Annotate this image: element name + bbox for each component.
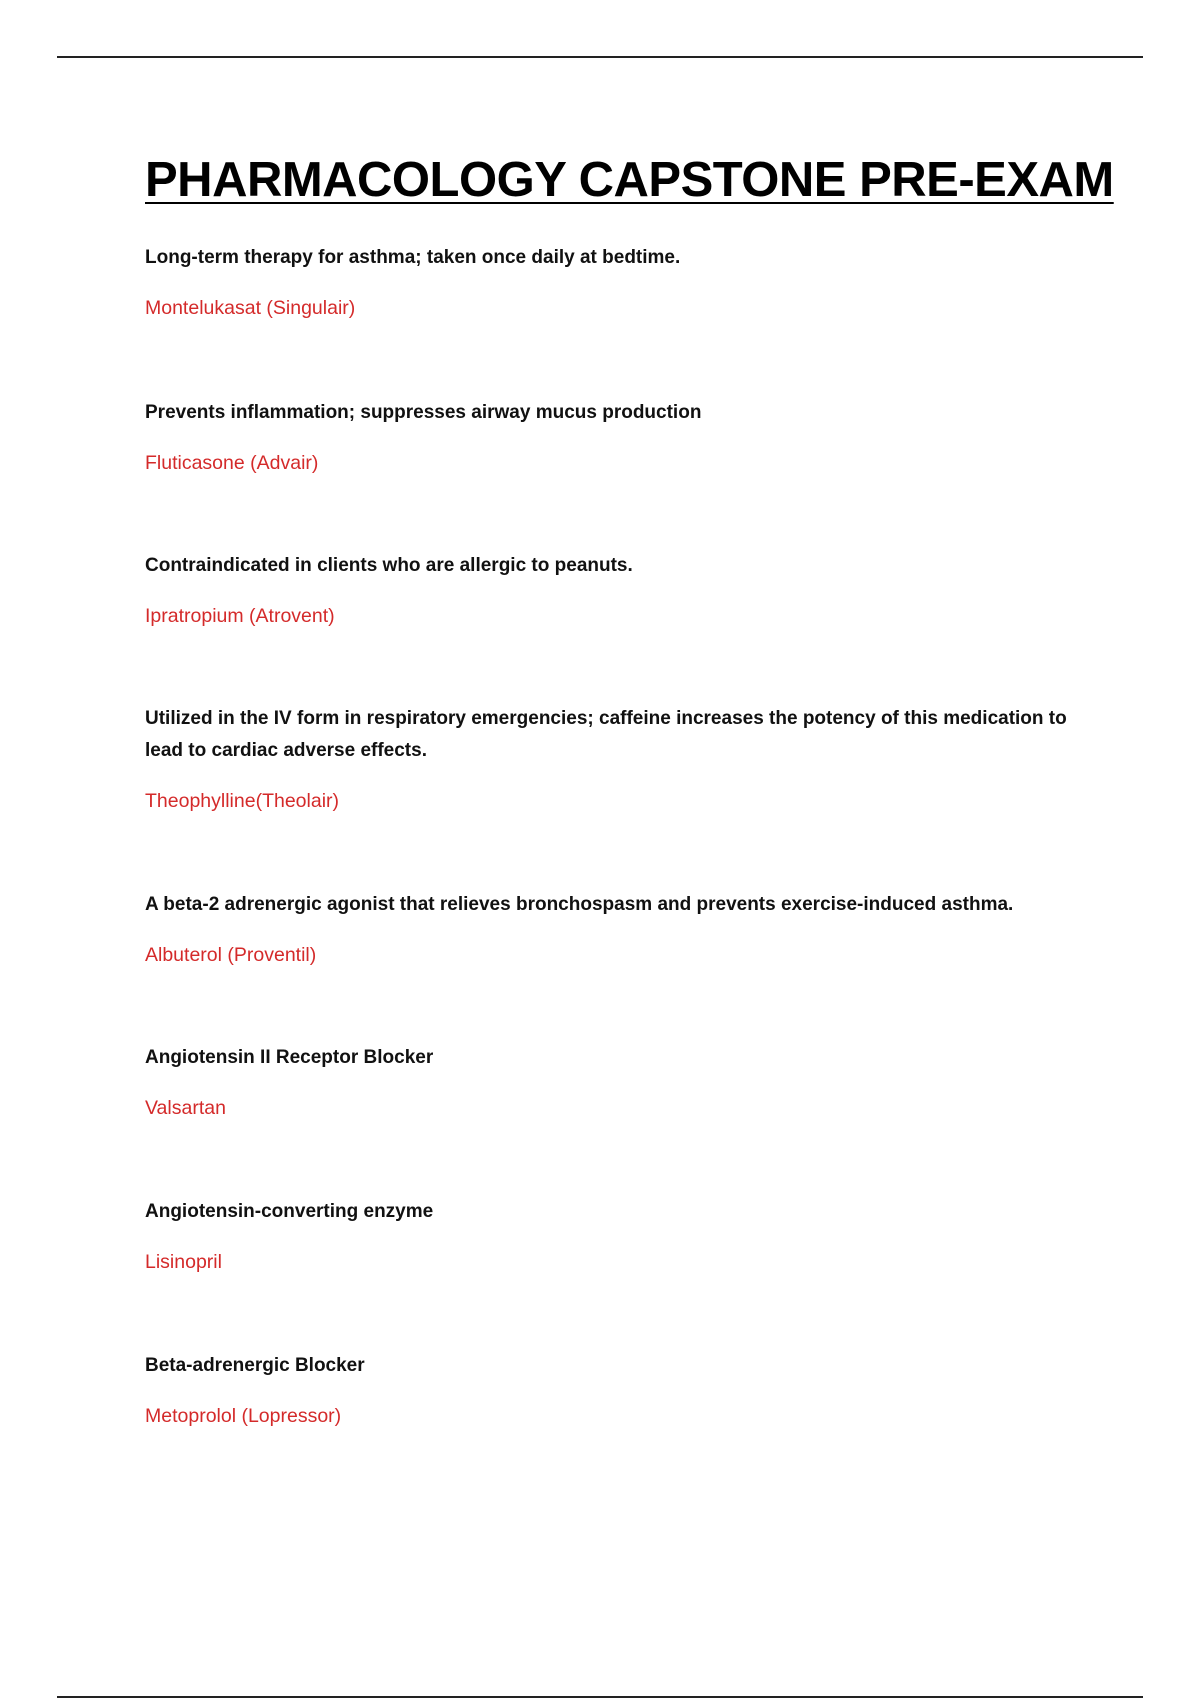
page-title: PHARMACOLOGY CAPSTONE PRE-EXAM [145, 153, 1114, 207]
question-text: Angiotensin-converting enzyme [145, 1201, 434, 1222]
question-text: Beta-adrenergic Blocker [145, 1355, 365, 1376]
qa-item-6 [145, 1042, 1095, 1124]
qa-item-7 [145, 1196, 1095, 1278]
qa-item-1 [145, 242, 1095, 324]
answer-text: Theophylline(Theolair) [145, 790, 340, 812]
qa-item-4 [145, 703, 1095, 817]
answer-text: Lisinopril [145, 1251, 222, 1273]
qa-item-2 [145, 397, 1095, 479]
question-text: Utilized in the IV form in respiratory emergencies; caffeine increases the potency of this medication to lead to cardiac adverse effects. [145, 708, 1067, 761]
answer-text: Metoprolol (Lopressor) [145, 1405, 342, 1427]
qa-item-8 [145, 1350, 1095, 1432]
question-text: Contraindicated in clients who are allergic to peanuts. [145, 555, 633, 576]
qa-item-3 [145, 550, 1095, 632]
answer-text: Montelukasat (Singulair) [145, 297, 356, 319]
qa-item-5 [145, 889, 1095, 971]
answer-text: Fluticasone (Advair) [145, 452, 319, 474]
question-text: Long-term therapy for asthma; taken once daily at bedtime. [145, 247, 681, 268]
answer-text: Albuterol (Proventil) [145, 944, 317, 966]
bottom-rule [57, 1696, 1143, 1698]
top-rule [57, 56, 1143, 58]
question-text: A beta-2 adrenergic agonist that relieves bronchospasm and prevents exercise-induced asthma. [145, 894, 1014, 915]
answer-text: Valsartan [145, 1097, 226, 1119]
question-text: Angiotensin II Receptor Blocker [145, 1047, 434, 1068]
answer-text: Ipratropium (Atrovent) [145, 605, 335, 627]
question-text: Prevents inflammation; suppresses airway mucus production [145, 402, 702, 423]
